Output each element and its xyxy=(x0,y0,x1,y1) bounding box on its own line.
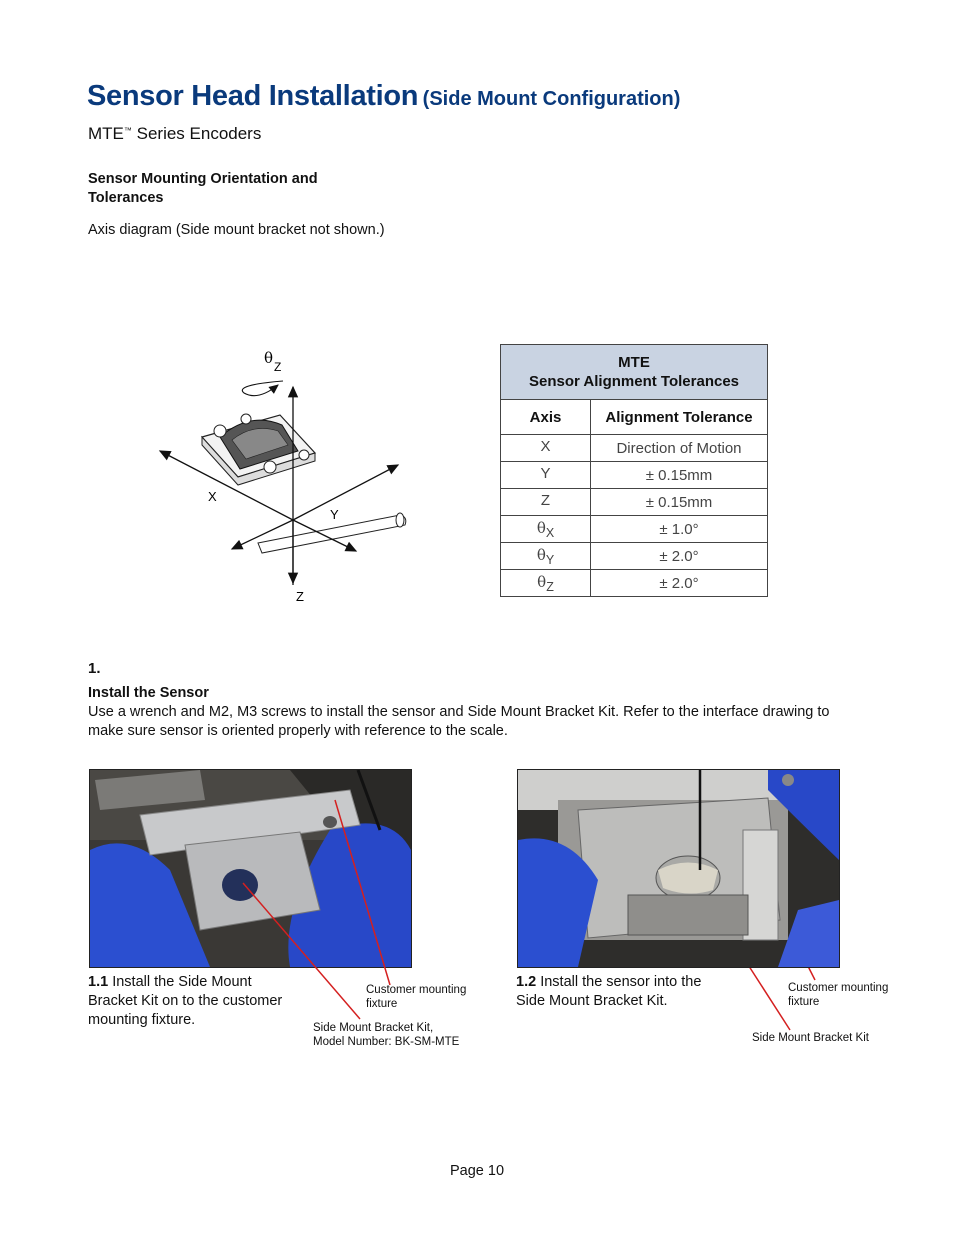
photo2-caption xyxy=(516,973,716,1011)
tolerance-cell: ± 2.0° xyxy=(591,543,768,570)
orientation-heading-line2: Tolerances xyxy=(88,190,164,206)
col-axis: Axis xyxy=(501,400,591,435)
photo1-caption-num: 1.1 xyxy=(88,974,109,990)
photo2-callout-fixture: Customer mounting fixture xyxy=(788,982,889,1008)
tolerance-cell: ± 0.15mm xyxy=(591,462,768,489)
label-z: Z xyxy=(296,589,304,604)
label-theta: θ xyxy=(264,349,274,367)
trademark: ™ xyxy=(123,126,132,135)
callout-line-kit-1 xyxy=(243,883,360,1019)
axis-cell: Y xyxy=(501,462,591,489)
tolerance-cell: ± 1.0° xyxy=(591,516,768,543)
series-suffix: Series Encoders xyxy=(131,124,262,143)
tolerance-cell: Direction of Motion xyxy=(591,435,768,462)
table-title-line1: MTE xyxy=(618,354,650,371)
photo2-callout-kit: Side Mount Bracket Kit xyxy=(752,1032,869,1044)
photo1-callout-kit: Side Mount Bracket Kit, Model Number: BK-SM-MTE xyxy=(313,1022,460,1048)
axis-cell: $\theta_Z$ xyxy=(501,570,591,597)
step-title: Install the Sensor xyxy=(88,685,209,701)
title-subtitle: (Side Mount Configuration) xyxy=(422,88,681,110)
photo1-caption-text: Install the Side Mount Bracket Kit on to the customer mounting fixture. xyxy=(88,974,283,1028)
orientation-heading-line1: Sensor Mounting Orientation and xyxy=(88,171,318,187)
photo-sensor-in-bracket xyxy=(517,769,840,968)
tolerance-cell: ± 0.15mm xyxy=(591,489,768,516)
axis-cell: X xyxy=(501,435,591,462)
step-number: 1. xyxy=(88,660,101,677)
title-main: Sensor Head Installation xyxy=(87,80,419,112)
photo2-caption-text: Install the sensor into the Side Mount Bracket Kit. xyxy=(516,974,702,1009)
axis-cell: Z xyxy=(501,489,591,516)
label-x: X xyxy=(208,489,217,504)
step-description: Use a wrench and M2, M3 screws to install the sensor and Side Mount Bracket Kit. Refer to the interface drawing to make sure sensor is oriented properly with reference to the scale. xyxy=(88,704,830,739)
series-name: MTE xyxy=(88,124,124,143)
label-y: Y xyxy=(330,507,339,522)
page-number: Page 10 xyxy=(449,1163,505,1179)
axis-cell: $\theta_Y$ xyxy=(501,543,591,570)
callout-line-fixture-1 xyxy=(335,800,390,985)
label-theta-sub: Z xyxy=(274,360,282,374)
table-title-line2: Sensor Alignment Tolerances xyxy=(528,373,740,390)
photo1-callout-fixture: Customer mounting fixture xyxy=(366,984,467,1010)
tolerance-cell: ± 2.0° xyxy=(591,570,768,597)
col-tolerance: Alignment Tolerance xyxy=(591,400,768,435)
axis-cell: $\theta_X$ xyxy=(501,516,591,543)
axis-diagram-caption: Axis diagram (Side mount bracket not shown.) xyxy=(88,222,385,238)
photo2-caption-num: 1.2 xyxy=(516,974,537,990)
